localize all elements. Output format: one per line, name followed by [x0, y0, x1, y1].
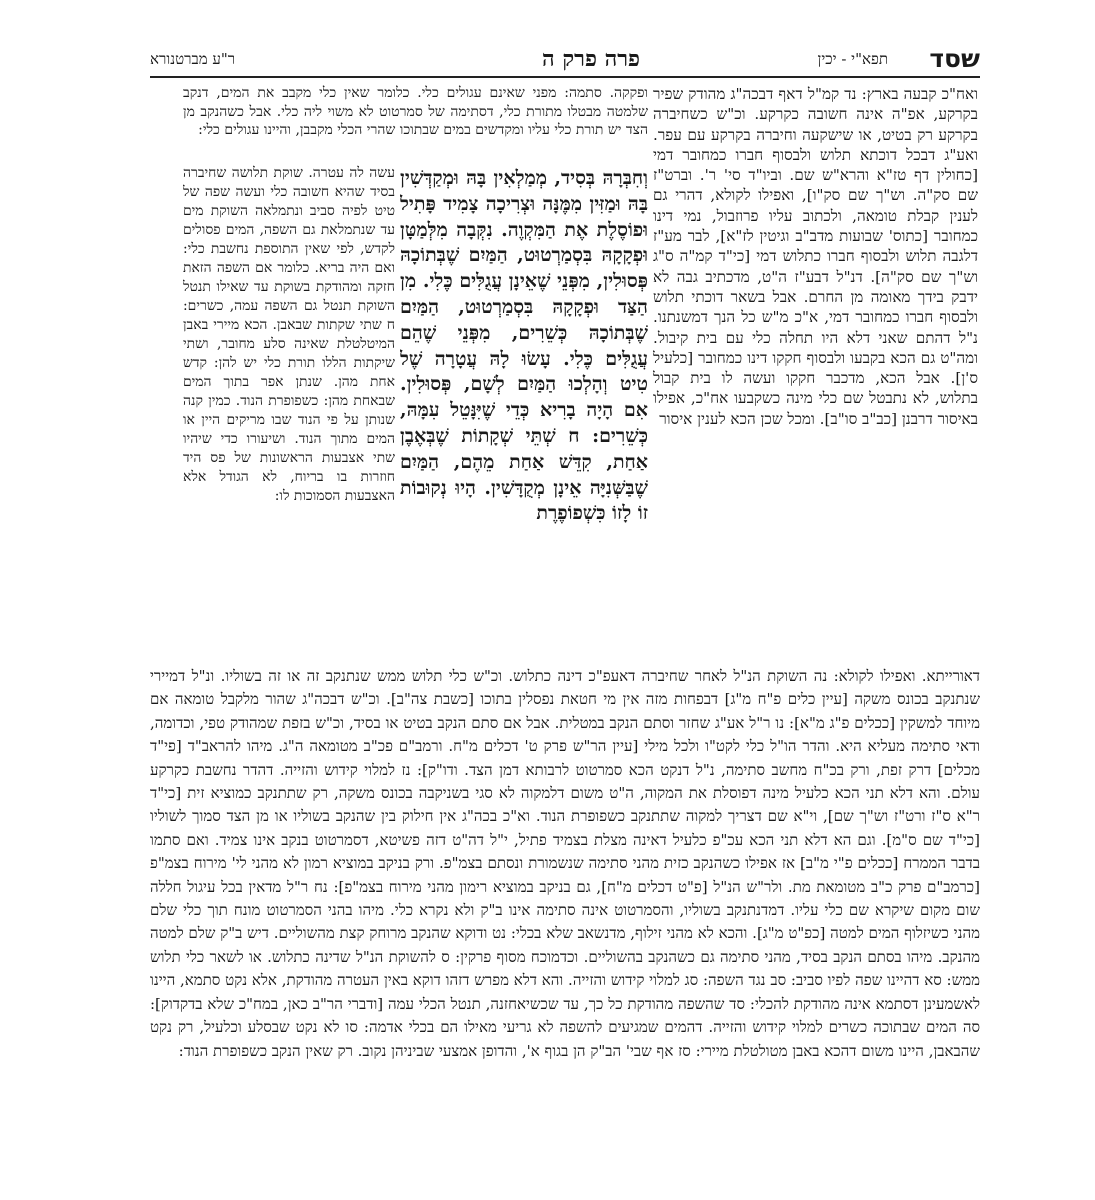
bartenura-top-block — [183, 84, 648, 159]
page-number: שסד — [929, 44, 980, 73]
commentary-tag-yachin: תפא"י - יכין — [817, 50, 888, 68]
bartenura-side-text: עשה לה עטרה. שוקת תלושה שחיברה בסיד שהיא חשובה כלי ועשה שפה של טיט לפיה סביב ונתמלאה השוקת מים עד שנתמלאת גם השפה, המים פסולים לקדש, לפי שאין התוספת נחשבת כלי: ואם היה בריא. כלומר אם השפה הזאת חזקה ומהודקת בשוקת עד שאילו תנטל השוקת תנטל גם השפה עמה, כשרים: ח שתי שקתות שבאבן. הכא מיירי באבן המיטלטלת שאינה סלע מחובר, ושתי שיקתות הללו תורת כלי יש להן: קדש אחת מהן. שנתן אפר בתוך המים שבאחת מהן: כשפופרת הנוד. כמין קנה שנותן על פי הנוד שבו מריקים היין או המים מתוך הנוד. ושיעורו כדי שיהיו שתי אצבעות הראשונות של פס היד חוזרות בו בריוח, לא הגודל אלא האצבעות הסמוכות לו: — [183, 165, 395, 504]
tiferet-yisrael-column — [653, 84, 978, 661]
bottom-commentary-block — [150, 665, 980, 1160]
page-header — [150, 44, 980, 74]
bottom-commentary-text: דאורייתא. ואפילו לקולא: נה השוקת הנ"ל לאחר שחיברה דאעפ"כ דינה כתלוש. וכ"ש כלי תלוש ממש שנתנקב זה או זה בשוליו. ונ"ל דמיירי שנתנקב בכונס משקה [עיין כלים פ"ח מ"ג] דבפחות מזה אין מי חטאת נפסלין בתוכו [כשבת צה"ב]. וכ"ש דבכה"ג שהור מלקבל טומאה אם מיוחד למשקין [ככלים פ"ג מ"א]: נו ר"ל אע"ג שחזר וסתם הנקב במטלית. אבל אם סתם הנקב בטיט או בסיד, וכ"ש בזפת שמהודק טפי, וכדומה, ודאי סתימה מעליא היא. והדר הו"ל כלי לקט"ו ולכל מילי [עיין הר"ש פרק ט' דכלים מ"ח. ורמב"ם פכ"ב מטומאה ה"ג. מיהו להראב"ד [פי"ד מכלים] דרק זפת, ורק בכ"ח מחשב סתימה, נ"ל דנקט הכא סמרטוט לרבותא דמן הצד. ודו"ק]: נז למלוי קידוש והזייה. דהדר נחשבת כקרקע עולם. והא דלא תני הכא כלעיל מינה דפוסלת את המקוה, ה"ט משום דלמקוה לא סגי בשניקבה בכונס משקה, רק שתתנקב כמוציא זית [כי"ד ר"א ס"ז ורט"ז וש"ך שם], וי"א שם דצריך למקוה שתתנקב כשפופרת הנוד. וא"כ בכה"ג אין חילוק בין שהנקב בשוליו או מן הצד סמוך לשוליו [כי"ד שם ס"מ]. וגם הא דלא תני הכא עכ"פ כלעיל דאינה מצלת בצמיד פתיל, י"ל דה"ט דזה פשיטא, דסמרטוט בנקב אינו צמיד. ואם סתמו בדבר הממרח [ככלים פ"י מ"ב] אז אפילו כשהנקב כזית מהני סתימה שנשמורת ונסתם בצמ"פ. ורק בניקב במוציא רמון לא מהני לי' מירוח בצמ"פ [כרמב"ם פרק כ"ב מטומאת מת. ולר"ש הנ"ל [פ"ט דכלים מ"ח], גם בניקב במוציא רימון מהני מירוח בצמ"פ]: נח ר"ל מדאין בכל עיגול חללה שום מקום שיקרא שם כלי עליו. דמדנתנקב בשוליו, והסמרטוט אינה סתימה אינו ב"ק ולא נקרא כלי. מיהו בהני הסמרטוט מונח תוך כלי שלם מהני כשיזלוף המים למטה [כפ"ט מ"ג]. והכא לא מהני זילוף, מדנשאב שלא בכלי: נט ודוקא שהנקב מרוחק קצת מהשוליים. דיש ב"ק שלם למטה מהנקב. מיהו בסתם הנקב בסיד, מהני סתימה גם כשהנקב בהשוליים. וכדמוכח מסוף פרקין: ס להשוקת הנ"ל שדינה כתלוש. או לשאר כלי תלוש ממש: סא דהיינו שפה לפיו סביב: סב נגד השפה: סג למלוי קידוש והזייה. והא דלא מפרש דזהו דוקא באין העטרה מהודקת, אלא נקט סתמא, היינו לאשמעינן דסתמא אינה מהודקת להכלי: סד שהשפה מהודקת כל כך, עד שכשיאחזנה, תנטל הכלי עמה [ודברי הר"ב כאן, במח"כ שלא בדקדוק]: סה המים שבתוכה כשרים למלוי קידוש והזייה. דהמים שמגיעים להשפה לא גריעי מאילו הם בכלי אדמה: סו לא נקט שבסלע וכלעיל, רק נקט שהבאבן, היינו משום דהכא באבן מטולטלת מיירי: סז אף שבי' הב"ק הן בגוף א', והדופן אמצעי שביניהן נקוב. רק שאין הנקב כשפופרת הנוד: — [150, 667, 980, 1060]
mishnah-text-block — [400, 166, 648, 661]
mishnah-text: וְחִבְּרָהּ בְּסִיד, מְמַלְאִין בָּהּ וּמְקַדְּשִׁין בָּהּ וּמַזִּין מִמֶּנָּה וּצְרִיכָה צָמִיד פָּתִיל וּפוֹסֶלֶת אֶת הַמִּקְוֶה. נִקְּבָה מִלְּמַטָּן וּפְקָקָהּ בִּסְמַרְטוּט, הַמַּיִם שֶׁבְּתוֹכָהּ פְּסוּלִין, מִפְּנֵי שֶׁאֵינָן עֲגֻלִּים כֶּלִי. מִן הַצַּד וּפְקָקָהּ בִּסְמַרְטוּט, הַמַּיִם שֶׁבְּתוֹכָהּ כְּשֵׁרִים, מִפְּנֵי שֶׁהֵם עֲגֻלִּים כֶּלִי. עָשׂוּ לָהּ עֲטָרָה שֶׁל טִיט וְהָלְכוּ הַמַּיִם לְשָׁם, פְּסוּלִין. אִם הָיָה בָרִיא כְּדֵי שֶׁיִּנָּטֵל עִמָּהּ, כְּשֵׁרִים: ח שְׁתֵּי שְׁקָתוֹת שֶׁבְּאֶבֶן אַחַת, קִדֵּשׁ אַחַת מֵהֶם, הַמַּיִם שֶׁבַּשְּׁנִיָּה אֵינָן מְקֻדָּשִׁין. הָיוּ נְקוּבוֹת זוֹ לָזוֹ כִּשְׁפוֹפֶרֶת — [400, 167, 648, 525]
commentary-tag-bartenura: ר"ע מברטנורא — [150, 50, 236, 68]
bartenura-side-column — [183, 164, 395, 661]
bartenura-top-text: ופקקה. סתמה: מפני שאינם עגולים כלי. כלומר שאין כלי מקבב את המים, דנקב שלמטה מבטלו מתורת כלי, דסתימה של סמרטוט לא משוי ליה כלי. אבל כשהנקב מן הצד יש תורת כלי עליו ומקדשים במים שבתוכו שהרי הכלי מקבבן, והיינו עגולים כלי: — [183, 85, 648, 139]
tiferet-text: ואח"כ קבעה בארץ: נד קמ"ל דאף דבכה"ג מהודק שפיר בקרקע, אפ"ה אינה חשובה כקרקע. וכ"ש כשחיברה בקרקע רק בטיט, או שישקעה וחיברה בקרקע עם עפר. ואע"ג דבכל דוכתא תלוש ולבסוף חברו כמחובר דמי [כחולין דף טז"א והרא"ש שם. וביו"ד סי' ר'. וברט"ז שם סק"ה. וש"ך שם סק"ו], ואפילו לקולא, דהרי גם לענין קבלת טומאה, ולכתוב עליו פרוזבול, נמי דינו כמחובר [כתוס' שבועות מדב"ב וגיטין לז"א], לבר מע"ז דלגבה תלוש ולבסוף חברו כתלוש דמי [כי"ד קמ"ה ס"ג וש"ך שם סק"ה]. דנ"ל דבע"ז ה"ט, מדכתיב גבה לא ידבק בידך מאומה מן החרם. אבל בשאר דוכתי תלוש ולבסוף חברו כמחובר דמי, א"כ מ"ש כל הנך דמשנתנו. נ"ל דהתם שאני דלא היו תחלה כלי עם בית קיבול. ומה"ט גם הכא בקבעו ולבסוף חקקו דינו כמחובר [כלעיל ס'ן]. אבל הכא, מדכבר חקקו ועשה לו בית קבול בתלוש, לא נתבטל שם כלי מינה כשקבעו אח"כ, אפילו באיסור דרבנן [כב"ב סו"ב]. ומכל שכן הכא לענין איסור — [653, 85, 978, 428]
page-title: פרה פרק ה — [542, 46, 640, 72]
header-rule — [150, 76, 980, 78]
